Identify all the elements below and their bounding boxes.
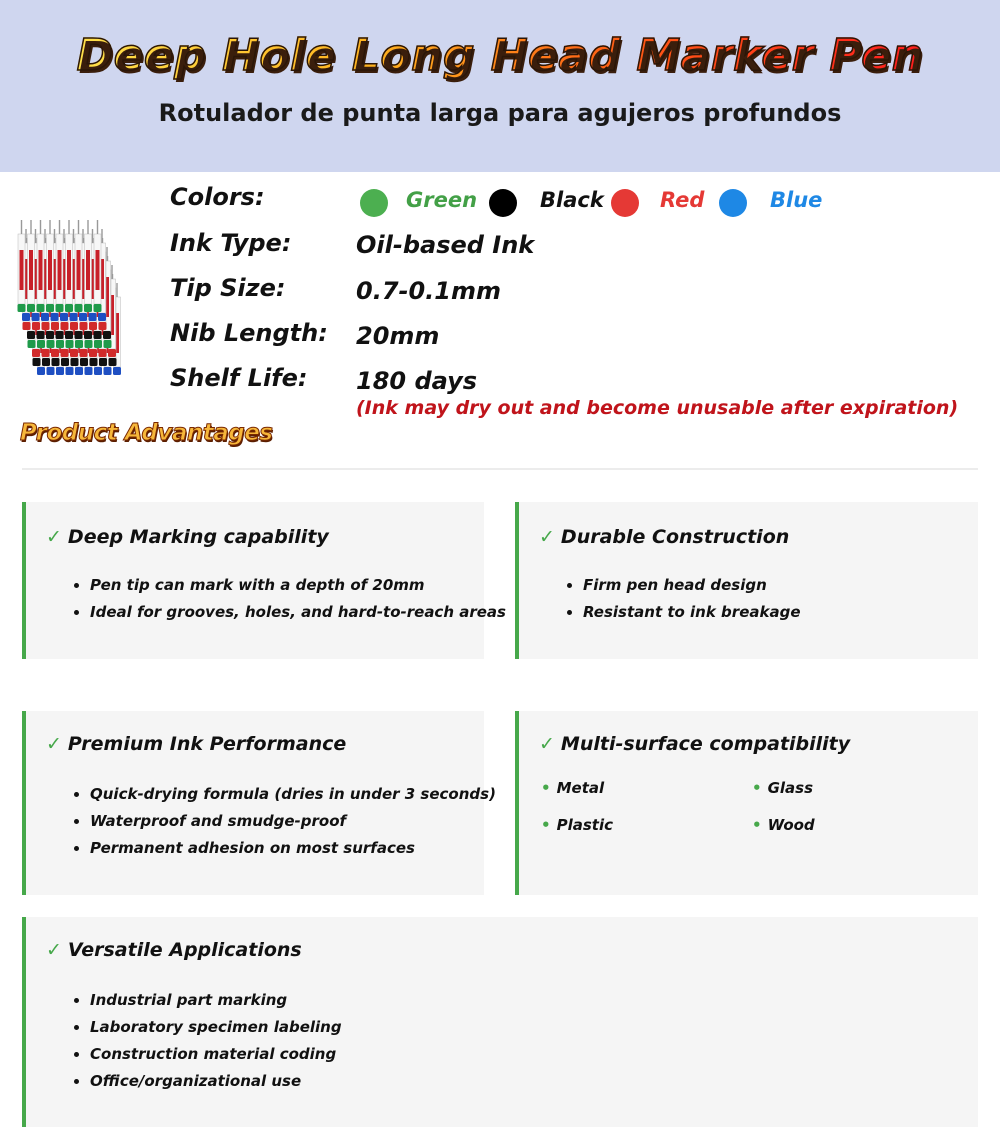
- surface-item-plastic: [541, 816, 613, 834]
- card-versatile-applications: [22, 917, 978, 1127]
- check-icon: ✓: [539, 526, 555, 548]
- pen-cap: [75, 304, 83, 312]
- pen-tip: [73, 229, 74, 243]
- card-title-text: Durable Construction: [560, 526, 790, 548]
- pen-cap: [42, 322, 50, 330]
- list-item: Construction material coding: [74, 1044, 342, 1071]
- pen-tip: [87, 220, 88, 234]
- page-subtitle: Rotulador de punta larga para agujeros profundos: [158, 99, 842, 127]
- pen-label: [58, 250, 62, 290]
- pen-cap: [33, 358, 41, 366]
- pen-tip: [101, 229, 102, 243]
- pen-cap: [42, 358, 50, 366]
- pen-tip: [25, 229, 26, 243]
- pen-tip: [21, 220, 22, 234]
- pen-cap: [37, 340, 45, 348]
- pen-label: [96, 250, 100, 290]
- product-advantages-title: Product Advantages: [20, 420, 273, 446]
- pen-label: [67, 250, 71, 290]
- pen-tip: [68, 220, 69, 234]
- list-item: Permanent adhesion on most surfaces: [74, 838, 496, 865]
- pen-cap: [80, 349, 88, 357]
- pen-cap: [89, 313, 97, 321]
- pen-cap: [32, 313, 40, 321]
- pen-cap: [99, 322, 107, 330]
- list-item: Office/organizational use: [74, 1071, 342, 1098]
- card-title: [539, 733, 850, 755]
- pen-tip: [82, 229, 83, 243]
- card-title: [46, 939, 302, 961]
- pen-cap: [99, 349, 107, 357]
- pen-cap: [46, 304, 54, 312]
- pen-cap: [99, 358, 107, 366]
- check-icon: ✓: [46, 939, 62, 961]
- bullet-list: [74, 784, 496, 865]
- shelf-life-label: Shelf Life:: [170, 364, 308, 392]
- surface-item-glass: [752, 779, 813, 797]
- tip-size-value: 0.7-0.1mm: [356, 277, 502, 305]
- surface-item-metal: [541, 779, 604, 797]
- surface-label: Wood: [767, 816, 815, 834]
- shelf-life-value: 180 days: [356, 367, 478, 395]
- pen-cap: [47, 367, 55, 375]
- pen-tip: [44, 229, 45, 243]
- list-item: Laboratory specimen labeling: [74, 1017, 342, 1044]
- colors-label: Colors:: [170, 183, 265, 211]
- pen-cap: [75, 331, 83, 339]
- page-title: [0, 30, 1000, 81]
- color-dot-green: [360, 189, 388, 217]
- check-icon: ✓: [46, 526, 62, 548]
- pen-tip: [54, 229, 55, 243]
- pen-cap: [89, 349, 97, 357]
- list-item: Resistant to ink breakage: [567, 602, 801, 629]
- pen-cap: [108, 349, 116, 357]
- bullet-list: [74, 575, 506, 629]
- check-icon: ✓: [46, 733, 62, 755]
- pen-cap: [71, 358, 79, 366]
- nib-length-label: Nib Length:: [170, 319, 328, 347]
- pen-cap: [84, 304, 92, 312]
- list-item: Quick-drying formula (dries in under 3 seconds): [74, 784, 496, 811]
- pen-tip: [35, 229, 36, 243]
- pen-tip: [59, 220, 60, 234]
- list-item: Ideal for grooves, holes, and hard-to-reach areas: [74, 602, 506, 629]
- pen-tip: [92, 229, 93, 243]
- pen-tip: [63, 229, 64, 243]
- bullet-dot-icon: •: [752, 779, 762, 797]
- pen-cap: [51, 322, 59, 330]
- pen-cap: [66, 367, 74, 375]
- nib-length-value: 20mm: [356, 322, 440, 350]
- pen-cap: [103, 331, 111, 339]
- pen-cap: [51, 313, 59, 321]
- pen-tip: [97, 220, 98, 234]
- pen-tip: [111, 265, 112, 279]
- pen-cap: [52, 358, 60, 366]
- pen-cap: [66, 340, 74, 348]
- pen-label: [29, 250, 33, 290]
- card-title-text: Versatile Applications: [67, 939, 302, 961]
- card-deep-marking: [22, 502, 506, 659]
- pen-cap: [65, 304, 73, 312]
- color-name-black: Black: [540, 188, 604, 212]
- bullet-dot-icon: •: [541, 779, 551, 797]
- pen-cap: [60, 313, 68, 321]
- header-banner: [0, 0, 1000, 172]
- pen-cap: [51, 349, 59, 357]
- pen-cap: [94, 367, 102, 375]
- pen-cap: [85, 367, 93, 375]
- pen-cap: [61, 322, 69, 330]
- pen-tip: [40, 220, 41, 234]
- surface-item-wood: [752, 816, 815, 834]
- pen-cap: [37, 367, 45, 375]
- pen-cap: [42, 349, 50, 357]
- pen-cap: [28, 340, 36, 348]
- surface-label: Metal: [556, 779, 605, 797]
- card-title-text: Premium Ink Performance: [67, 733, 347, 755]
- pen-label: [77, 250, 81, 290]
- ink-type-value: Oil-based Ink: [356, 231, 535, 259]
- ink-type-label: Ink Type:: [170, 229, 292, 257]
- color-name-green: Green: [406, 188, 478, 212]
- pen-label: [20, 250, 24, 290]
- pen-tip: [78, 220, 79, 234]
- pen-tip: [30, 220, 31, 234]
- pen-cap: [47, 340, 55, 348]
- pen-cap: [22, 313, 30, 321]
- pen-tip: [106, 247, 107, 261]
- card-title: [539, 526, 789, 548]
- surface-label: Plastic: [556, 816, 613, 834]
- pen-label: [48, 250, 52, 290]
- pen-tip: [49, 220, 50, 234]
- list-item: Firm pen head design: [567, 575, 801, 602]
- pen-cap: [61, 349, 69, 357]
- pen-cap: [84, 331, 92, 339]
- tip-size-label: Tip Size:: [170, 274, 286, 302]
- pen-cap: [85, 340, 93, 348]
- card-durable-construction: [515, 502, 978, 659]
- pen-cap: [94, 331, 102, 339]
- pen-label: [86, 250, 90, 290]
- pen-cap: [70, 322, 78, 330]
- color-name-blue: Blue: [770, 188, 823, 212]
- pen-cap: [37, 304, 45, 312]
- pen-cap: [32, 349, 40, 357]
- check-icon: ✓: [539, 733, 555, 755]
- list-item: Pen tip can mark with a depth of 20mm: [74, 575, 506, 602]
- pen-cap: [75, 340, 83, 348]
- pen-cap: [104, 367, 112, 375]
- marker-pens-image: [16, 218, 128, 380]
- color-name-red: Red: [660, 188, 705, 212]
- section-divider: [22, 468, 978, 470]
- pen-cap: [23, 322, 31, 330]
- shelf-life-note: (Ink may dry out and become unusable after expiration): [356, 397, 959, 419]
- pen-cap: [56, 340, 64, 348]
- pen-cap: [18, 304, 26, 312]
- pen-cap: [80, 322, 88, 330]
- pen-cap: [109, 358, 117, 366]
- pen-cap: [61, 358, 69, 366]
- bullet-dot-icon: •: [752, 816, 762, 834]
- pen-cap: [56, 304, 64, 312]
- card-title-text: Deep Marking capability: [67, 526, 329, 548]
- pen-cap: [41, 313, 49, 321]
- bullet-list: [74, 990, 342, 1098]
- pen-cap: [104, 340, 112, 348]
- pen-cap: [90, 358, 98, 366]
- card-title: [46, 526, 329, 548]
- bullet-dot-icon: •: [541, 816, 551, 834]
- list-item: Waterproof and smudge-proof: [74, 811, 496, 838]
- pen-cap: [98, 313, 106, 321]
- pen-cap: [32, 322, 40, 330]
- bullet-list: [567, 575, 801, 629]
- pen-cap: [75, 367, 83, 375]
- pen-cap: [113, 367, 121, 375]
- color-dot-blue: [719, 189, 747, 217]
- pen-tip: [116, 283, 117, 297]
- pen-cap: [70, 313, 78, 321]
- card-title-text: Multi-surface compatibility: [560, 733, 851, 755]
- pen-cap: [65, 331, 73, 339]
- pen-cap: [46, 331, 54, 339]
- pen-cap: [79, 313, 87, 321]
- list-item: Industrial part marking: [74, 990, 342, 1017]
- pen-cap: [80, 358, 88, 366]
- pen-cap: [70, 349, 78, 357]
- pen-cap: [94, 304, 102, 312]
- pen-cap: [56, 331, 64, 339]
- pen-cap: [27, 304, 35, 312]
- card-premium-ink: [22, 711, 496, 895]
- pen-cap: [37, 331, 45, 339]
- pen-cap: [56, 367, 64, 375]
- pen-cap: [89, 322, 97, 330]
- pen-label: [39, 250, 43, 290]
- page-title-text: Deep Hole Long Head Marker Pen: [76, 30, 924, 81]
- pen-cap: [27, 331, 35, 339]
- color-dot-red: [611, 189, 639, 217]
- card-title: [46, 733, 346, 755]
- color-dot-black: [489, 189, 517, 217]
- card-multi-surface: [515, 711, 978, 895]
- surface-label: Glass: [767, 779, 814, 797]
- pen-cap: [94, 340, 102, 348]
